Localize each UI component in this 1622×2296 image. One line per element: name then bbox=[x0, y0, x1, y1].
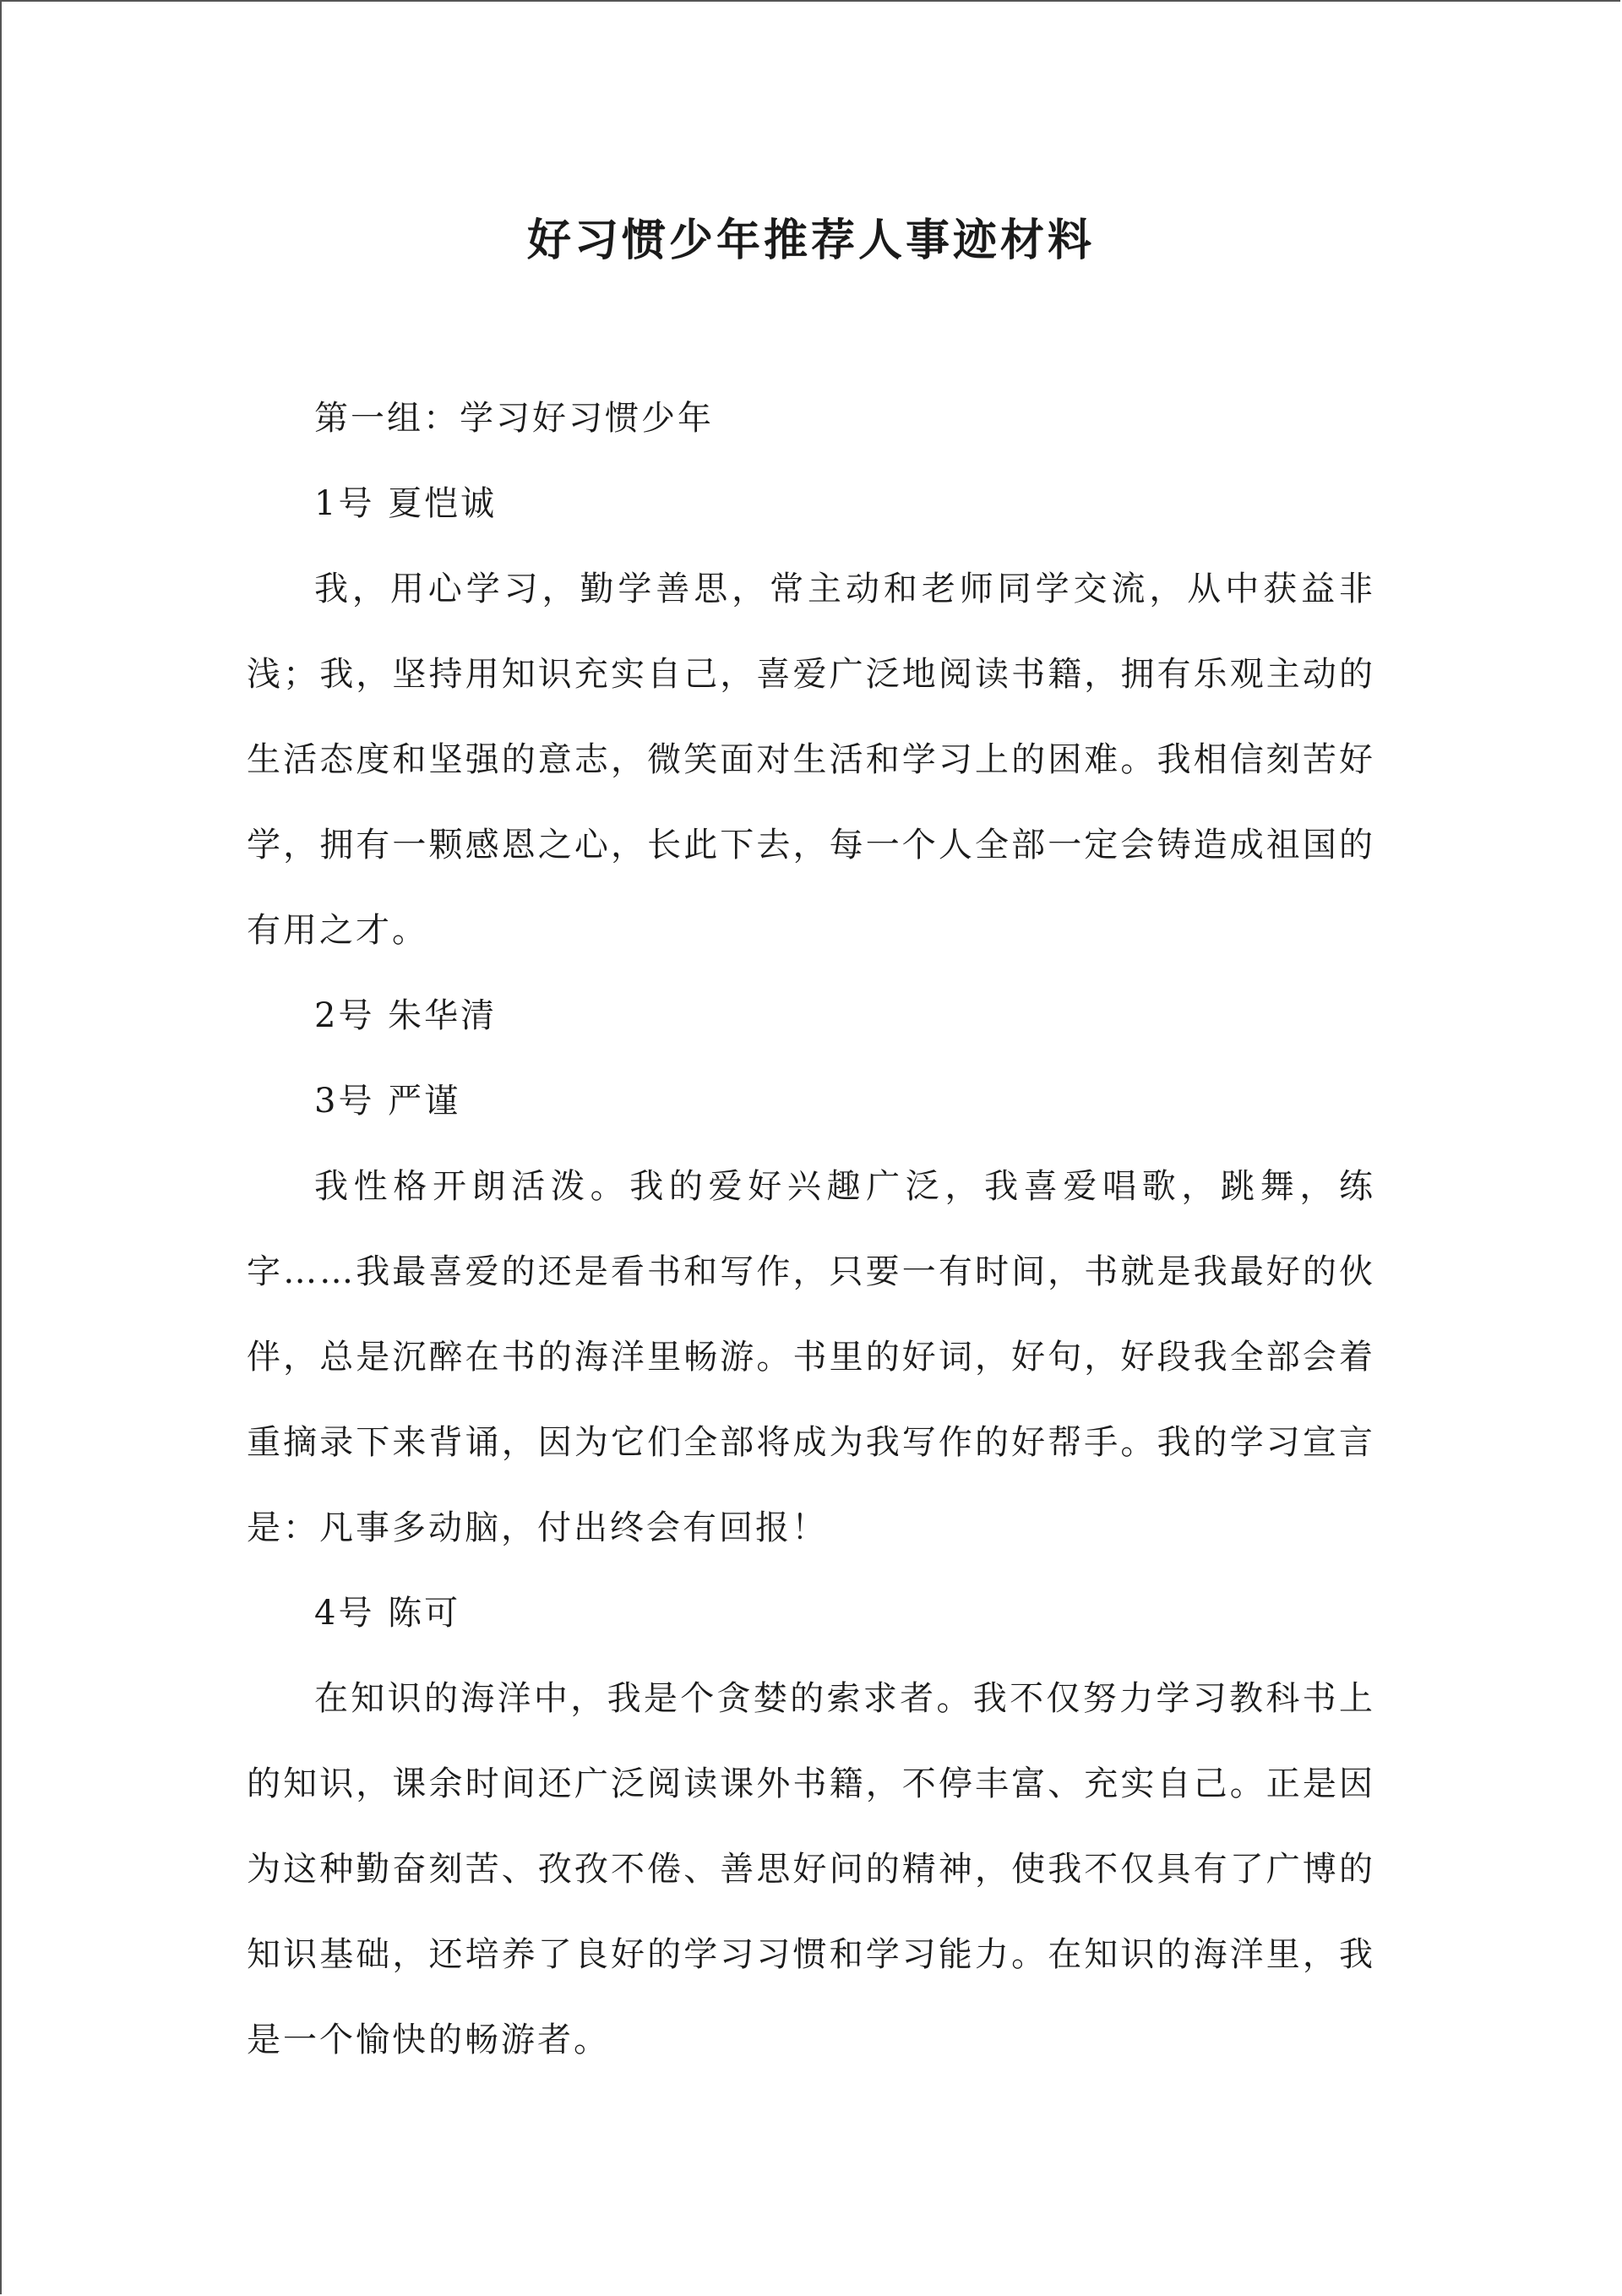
student-4-paragraph: 在知识的海洋中，我是个贪婪的索求者。我不仅努力学习教科书上的知识，课余时间还广泛阅读课外书籍，不停丰富、充实自己。正是因为这种勤奋刻苦、孜孜不倦、善思好问的精神，使我不仅具有了广博的知识基础，还培养了良好的学习习惯和学习能力。在知识的海洋里，我是一个愉快的畅游者。 bbox=[247, 1679, 1375, 2059]
student-3-heading: 3号 严谨 bbox=[314, 1082, 461, 1121]
student-2-heading: 2号 朱华清 bbox=[314, 996, 498, 1035]
student-1-paragraph: 我，用心学习，勤学善思，常主动和老师同学交流，从中获益非浅；我，坚持用知识充实自己，喜爱广泛地阅读书籍，拥有乐观主动的生活态度和坚强的意志，微笑面对生活和学习上的困难。我相信刻苦好学，拥有一颗感恩之心，长此下去，每一个人全部一定会铸造成祖国的有用之才。 bbox=[247, 570, 1375, 950]
student-1-heading: 1号 夏恺诚 bbox=[314, 484, 498, 523]
student-3-paragraph: 我性格开朗活泼。我的爱好兴趣广泛，我喜爱唱歌，跳舞，练字……我最喜爱的还是看书和写作，只要一有时间，书就是我最好的伙伴，总是沉醉在书的海洋里畅游。书里的好词，好句，好段我全部会着重摘录下来背诵，因为它们全部将成为我写作的好帮手。我的学习宣言是：凡事多动脑，付出终会有回报！ bbox=[247, 1167, 1375, 1547]
document-body bbox=[247, 207, 1375, 2083]
student-4-heading: 4号 陈可 bbox=[314, 1594, 461, 1633]
document-title: 好习惯少年推荐人事迹材料 bbox=[526, 215, 1095, 266]
group-heading: 第一组：学习好习惯少年 bbox=[314, 399, 714, 438]
